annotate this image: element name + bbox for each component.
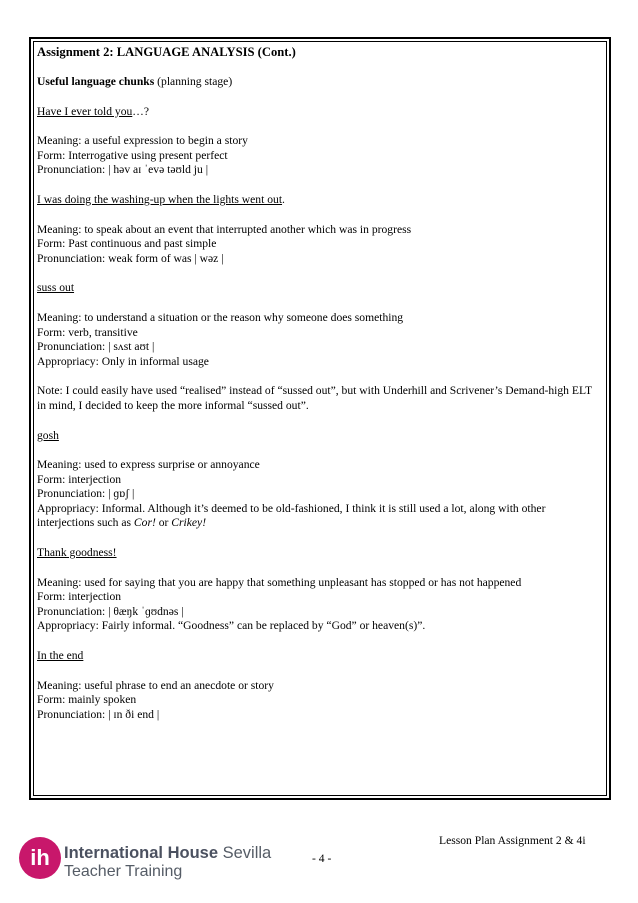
meaning-line: Meaning: to understand a situation or the reason why someone does something [37, 310, 404, 324]
chunk-heading [37, 429, 603, 444]
ih-logo-icon [18, 836, 62, 880]
chunk-details [37, 311, 603, 369]
meaning-line: Meaning: used for saying that you are happy that something unpleasant has stopped or has not happened [37, 575, 522, 589]
chunk-heading-rest: …? [132, 104, 150, 118]
pronunciation-line: Pronunciation: | ɪn ði end | [37, 707, 160, 721]
pronunciation-line: Pronunciation: | sʌst aʊt | [37, 340, 155, 354]
connector-text: or [155, 516, 172, 530]
intro-bold: Useful language chunks [37, 75, 155, 88]
appropriacy-text: Appropriacy: Informal. Although it’s deemed to be old-fashioned, I think it is still used a lot, along with other interjections such as [37, 501, 546, 530]
form-line: Form: mainly spoken [37, 693, 137, 707]
interjection-example: Crikey! [171, 516, 207, 530]
appropriacy-line: Appropriacy: Fairly informal. “Goodness” can be replaced by “God” or heaven(s)”. [37, 619, 426, 633]
meaning-line: Meaning: a useful expression to begin a story [37, 134, 248, 148]
org-name [64, 844, 271, 863]
form-line: Form: verb, transitive [37, 325, 138, 339]
document-body [33, 41, 607, 796]
chunk-details [37, 679, 603, 723]
chunk-heading [37, 546, 603, 561]
chunk-heading-text: I was doing the washing-up when the lights went out [37, 192, 283, 206]
pronunciation-line: Pronunciation: | həv aɪ ˈevə təʊld ju | [37, 163, 209, 177]
form-line: Form: interjection [37, 472, 122, 486]
chunk-heading-text: gosh [37, 428, 59, 442]
form-line: Form: Past continuous and past simple [37, 237, 217, 251]
appropriacy-line: Appropriacy: Only in informal usage [37, 354, 209, 368]
note-paragraph: Note: I could easily have used “realised” instead of “sussed out”, but with Underhill and Scrivener’s Demand-high ELT in mind, I decided to keep the more informal “sussed out”. [37, 384, 592, 412]
org-name-bold: International House [64, 844, 219, 862]
org-subtitle: Teacher Training [64, 863, 183, 880]
meaning-line: Meaning: useful phrase to end an anecdote or story [37, 678, 274, 692]
pronunciation-line: Pronunciation: weak form of was | wəz | [37, 251, 224, 265]
chunk-heading [37, 193, 603, 208]
meaning-line: Meaning: used to express surprise or annoyance [37, 458, 260, 472]
ih-logo [18, 836, 318, 886]
pronunciation-line: Pronunciation: | θæŋk ˈɡʊdnəs | [37, 604, 184, 618]
logo-mark-text: ih [30, 845, 50, 870]
chunk-heading [37, 281, 603, 296]
chunk-heading-rest: . [282, 192, 285, 206]
chunk-heading-text: Have I ever told you [37, 104, 133, 118]
chunk-heading-text: In the end [37, 649, 84, 663]
document-title: Assignment 2: LANGUAGE ANALYSIS (Cont.) [37, 45, 296, 59]
form-line: Form: interjection [37, 590, 122, 604]
interjection-example: Cor! [133, 516, 156, 530]
intro-line [37, 75, 603, 90]
pronunciation-line: Pronunciation: | ɡɒʃ | [37, 487, 135, 501]
chunk-heading-text: suss out [37, 281, 75, 295]
chunk-details [37, 458, 603, 531]
meaning-line: Meaning: to speak about an event that interrupted another which was in progress [37, 222, 412, 236]
intro-rest: (planning stage) [154, 75, 233, 88]
chunk-details [37, 576, 603, 634]
org-city: Sevilla [218, 844, 272, 862]
page-number: - 4 - [312, 852, 332, 865]
chunk-heading [37, 105, 603, 120]
chunk-details [37, 223, 603, 267]
chunk-heading [37, 649, 603, 664]
lesson-plan-footer: Lesson Plan Assignment 2 & 4i [439, 834, 586, 847]
chunk-heading-text: Thank goodness! [37, 546, 117, 560]
chunk-details [37, 134, 603, 178]
appropriacy-line [37, 502, 603, 531]
form-line: Form: Interrogative using present perfect [37, 148, 228, 162]
